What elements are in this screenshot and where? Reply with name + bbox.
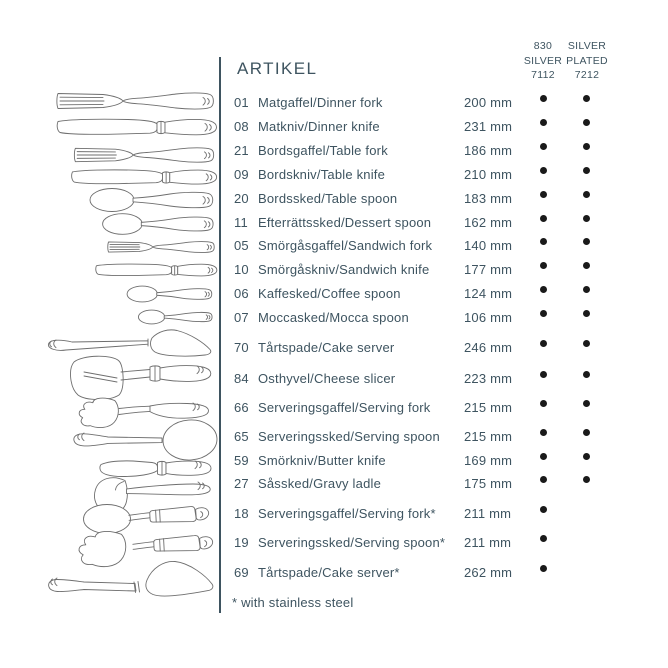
availability-dot-830-silver <box>540 340 547 347</box>
availability-dot-830-silver <box>540 262 547 269</box>
article-length: 162 mm <box>464 215 513 230</box>
availability-dot-830-silver <box>540 400 547 407</box>
article-name: Serveringssked/Serving spoon* <box>258 535 446 550</box>
article-row <box>234 95 654 111</box>
availability-dot-830-silver <box>540 371 547 378</box>
article-code: 05 <box>234 238 249 253</box>
article-name: Tårtspade/Cake server <box>258 340 395 355</box>
article-row <box>234 143 654 159</box>
article-length: 106 mm <box>464 310 513 325</box>
availability-dot-silver-plated <box>583 215 590 222</box>
availability-dot-silver-plated <box>583 453 590 460</box>
availability-dot-830-silver <box>540 119 547 126</box>
article-row <box>234 191 654 207</box>
article-code: 59 <box>234 453 249 468</box>
availability-dot-silver-plated <box>583 400 590 407</box>
article-row <box>234 119 654 135</box>
article-code: 01 <box>234 95 249 110</box>
article-row <box>234 535 654 551</box>
article-length: 246 mm <box>464 340 513 355</box>
footnote: * with stainless steel <box>232 595 354 610</box>
article-name: Såssked/Gravy ladle <box>258 476 382 491</box>
article-name: Efterrättssked/Dessert spoon <box>258 215 432 230</box>
article-row <box>234 167 654 183</box>
article-length: 262 mm <box>464 565 513 580</box>
article-code: 09 <box>234 167 249 182</box>
article-row <box>234 310 654 326</box>
availability-dot-830-silver <box>540 238 547 245</box>
article-code: 65 <box>234 429 249 444</box>
article-length: 177 mm <box>464 262 513 277</box>
availability-dot-silver-plated <box>583 310 590 317</box>
article-name: Bordssked/Table spoon <box>258 191 398 206</box>
article-name: Serveringssked/Serving spoon <box>258 429 440 444</box>
article-name: Moccasked/Mocca spoon <box>258 310 409 325</box>
article-code: 27 <box>234 476 249 491</box>
article-code: 84 <box>234 371 249 386</box>
article-length: 215 mm <box>464 400 513 415</box>
availability-dot-830-silver <box>540 476 547 483</box>
availability-dot-830-silver <box>540 535 547 542</box>
availability-dot-830-silver <box>540 506 547 513</box>
article-row <box>234 506 654 522</box>
article-name: Tårtspade/Cake server* <box>258 565 400 580</box>
article-row <box>234 476 654 492</box>
article-length: 169 mm <box>464 453 513 468</box>
article-code: 06 <box>234 286 249 301</box>
availability-dot-830-silver <box>540 95 547 102</box>
article-name: Smörgåsgaffel/Sandwich fork <box>258 238 433 253</box>
article-name: Bordsgaffel/Table fork <box>258 143 388 158</box>
article-code: 07 <box>234 310 249 325</box>
availability-dot-silver-plated <box>583 429 590 436</box>
availability-dot-silver-plated <box>583 371 590 378</box>
article-row <box>234 215 654 231</box>
article-row <box>234 286 654 302</box>
article-length: 140 mm <box>464 238 513 253</box>
article-length: 215 mm <box>464 429 513 444</box>
article-row <box>234 400 654 416</box>
availability-dot-830-silver <box>540 215 547 222</box>
availability-dot-silver-plated <box>583 143 590 150</box>
article-length: 231 mm <box>464 119 513 134</box>
article-code: 20 <box>234 191 249 206</box>
article-row <box>234 453 654 469</box>
article-length: 200 mm <box>464 95 513 110</box>
availability-dot-silver-plated <box>583 262 590 269</box>
article-name: Serveringsgaffel/Serving fork <box>258 400 431 415</box>
article-name: Kaffesked/Coffee spoon <box>258 286 401 301</box>
availability-dot-830-silver <box>540 167 547 174</box>
availability-dot-silver-plated <box>583 119 590 126</box>
article-name: Osthyvel/Cheese slicer <box>258 371 396 386</box>
article-code: 70 <box>234 340 249 355</box>
article-name: Smörgåskniv/Sandwich knife <box>258 262 430 277</box>
article-length: 183 mm <box>464 191 513 206</box>
availability-dot-830-silver <box>540 429 547 436</box>
article-length: 211 mm <box>464 506 512 521</box>
article-name: Bordskniv/Table knife <box>258 167 386 182</box>
availability-dot-830-silver <box>540 286 547 293</box>
article-row <box>234 340 654 356</box>
column-header-line: SILVER <box>523 54 563 67</box>
article-length: 124 mm <box>464 286 513 301</box>
column-header-line: 7212 <box>574 69 600 81</box>
article-name: Smörkniv/Butter knife <box>258 453 386 468</box>
article-code: 08 <box>234 119 249 134</box>
availability-dot-830-silver <box>540 143 547 150</box>
page-title: ARTIKEL <box>237 59 318 78</box>
article-name: Matgaffel/Dinner fork <box>258 95 383 110</box>
article-length: 175 mm <box>464 476 513 491</box>
article-row <box>234 429 654 445</box>
column-header-line: SILVER <box>567 40 607 52</box>
column-header-line: PLATED <box>566 54 608 67</box>
availability-dot-silver-plated <box>583 286 590 293</box>
article-length: 211 mm <box>464 535 512 550</box>
availability-dot-silver-plated <box>583 167 590 174</box>
article-code: 21 <box>234 143 249 158</box>
article-row <box>234 262 654 278</box>
article-row <box>234 371 654 387</box>
availability-dot-830-silver <box>540 453 547 460</box>
availability-dot-830-silver <box>540 310 547 317</box>
availability-dot-silver-plated <box>583 95 590 102</box>
availability-dot-830-silver <box>540 565 547 572</box>
article-code: 10 <box>234 262 249 277</box>
article-length: 210 mm <box>464 167 513 182</box>
availability-dot-silver-plated <box>583 238 590 245</box>
article-row <box>234 565 654 581</box>
availability-dot-silver-plated <box>583 340 590 347</box>
article-length: 223 mm <box>464 371 513 386</box>
availability-dot-silver-plated <box>583 191 590 198</box>
article-code: 69 <box>234 565 249 580</box>
article-row <box>234 238 654 254</box>
article-code: 19 <box>234 535 249 550</box>
article-code: 18 <box>234 506 249 521</box>
availability-dot-silver-plated <box>583 476 590 483</box>
article-name: Serveringsgaffel/Serving fork* <box>258 506 436 521</box>
article-name: Matkniv/Dinner knife <box>258 119 380 134</box>
article-length: 186 mm <box>464 143 513 158</box>
column-header-line: 7112 <box>531 69 555 81</box>
availability-dot-830-silver <box>540 191 547 198</box>
article-code: 66 <box>234 400 249 415</box>
column-header-line: 830 <box>533 40 553 52</box>
article-code: 11 <box>234 215 248 230</box>
